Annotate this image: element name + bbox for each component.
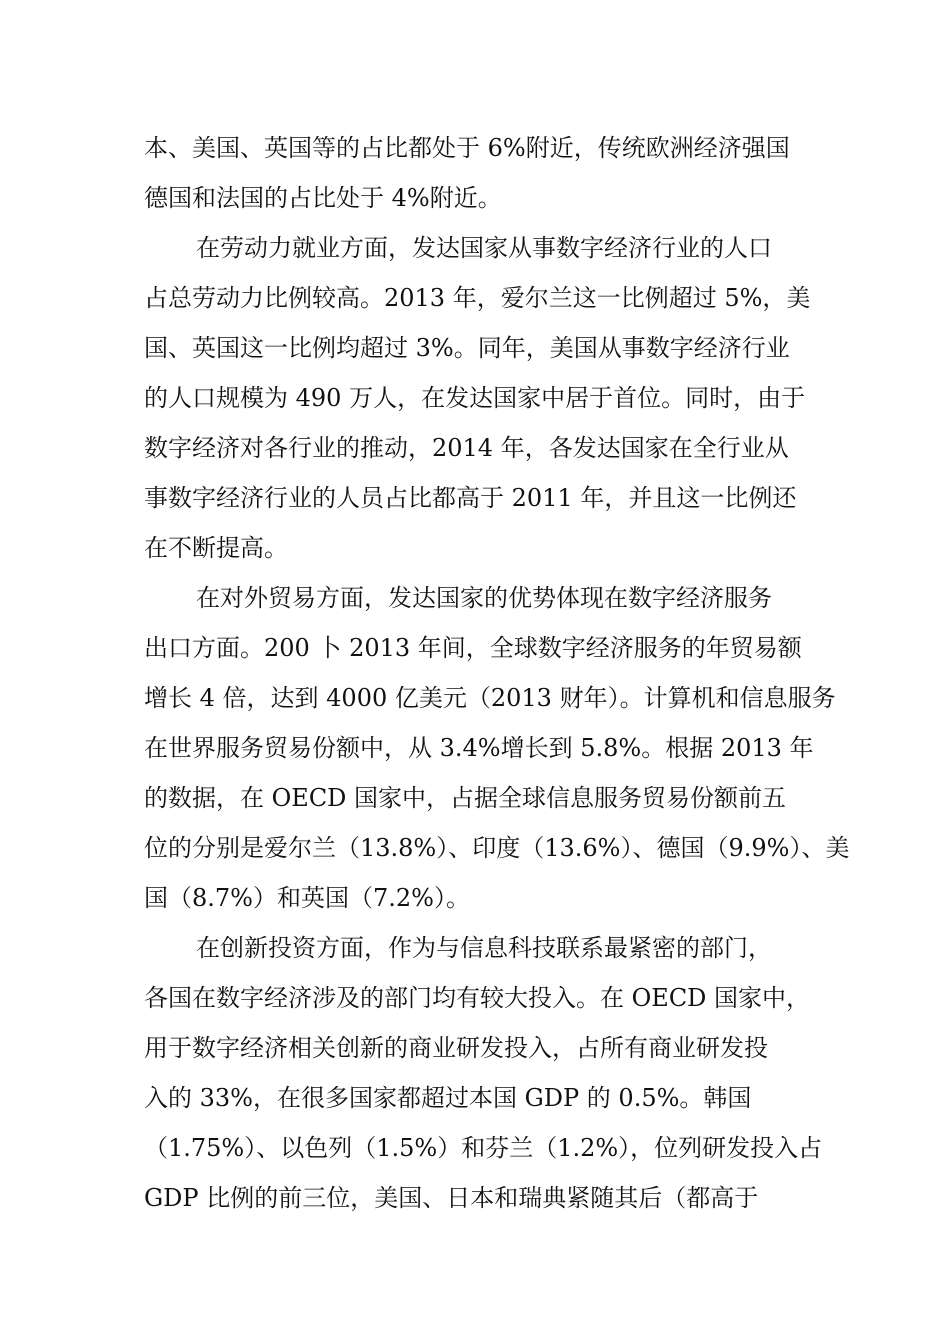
- text-line: 德国和法国的占比处于 4%附近。: [144, 184, 502, 212]
- text-line: 本、美国、英国等的占比都处于 6%附近，传统欧洲经济强国: [144, 134, 790, 162]
- text-line: 的人口规模为 490 万人，在发达国家中居于首位。同时，由于: [144, 384, 806, 412]
- text-line: 各国在数字经济涉及的部门均有较大投入。在 OECD 国家中，: [144, 984, 811, 1012]
- text-line: 在世界服务贸易份额中，从 3.4%增长到 5.8%。根据 2013 年: [144, 734, 814, 762]
- paragraph-first-line: 在对外贸易方面，发达国家的优势体现在数字经济服务: [196, 584, 772, 612]
- paragraph-first-line: 在创新投资方面，作为与信息科技联系最紧密的部门，: [196, 934, 772, 962]
- text-line: 出口方面。200 卜 2013 年间，全球数字经济服务的年贸易额: [144, 634, 802, 662]
- paragraph-first-line: 在劳动力就业方面，发达国家从事数字经济行业的人口: [196, 234, 772, 262]
- text-line: 国、英国这一比例均超过 3%。同年，美国从事数字经济行业: [144, 334, 790, 362]
- text-line: 国（8.7%）和英国（7.2%）。: [144, 884, 470, 912]
- text-line: 入的 33%，在很多国家都超过本国 GDP 的 0.5%。韩国: [144, 1084, 752, 1112]
- text-line: GDP 比例的前三位，美国、日本和瑞典紧随其后（都高于: [144, 1184, 759, 1212]
- text-line: 位的分别是爱尔兰（13.8%）、印度（13.6%）、德国（9.9%）、美: [144, 834, 850, 862]
- text-line: 数字经济对各行业的推动，2014 年，各发达国家在全行业从: [144, 434, 789, 462]
- text-line: （1.75%）、以色列（1.5%）和芬兰（1.2%），位列研发投入占: [144, 1134, 823, 1162]
- text-line: 用于数字经济相关创新的商业研发投入，占所有商业研发投: [144, 1034, 768, 1062]
- text-line: 事数字经济行业的人员占比都高于 2011 年，并且这一比例还: [144, 484, 797, 512]
- text-line: 占总劳动力比例较高。2013 年，爱尔兰这一比例超过 5%，美: [144, 284, 811, 312]
- text-line: 在不断提高。: [144, 534, 288, 562]
- text-line: 增长 4 倍，达到 4000 亿美元（2013 财年）。计算机和信息服务: [144, 684, 836, 712]
- text-line: 的数据，在 OECD 国家中，占据全球信息服务贸易份额前五: [144, 784, 787, 812]
